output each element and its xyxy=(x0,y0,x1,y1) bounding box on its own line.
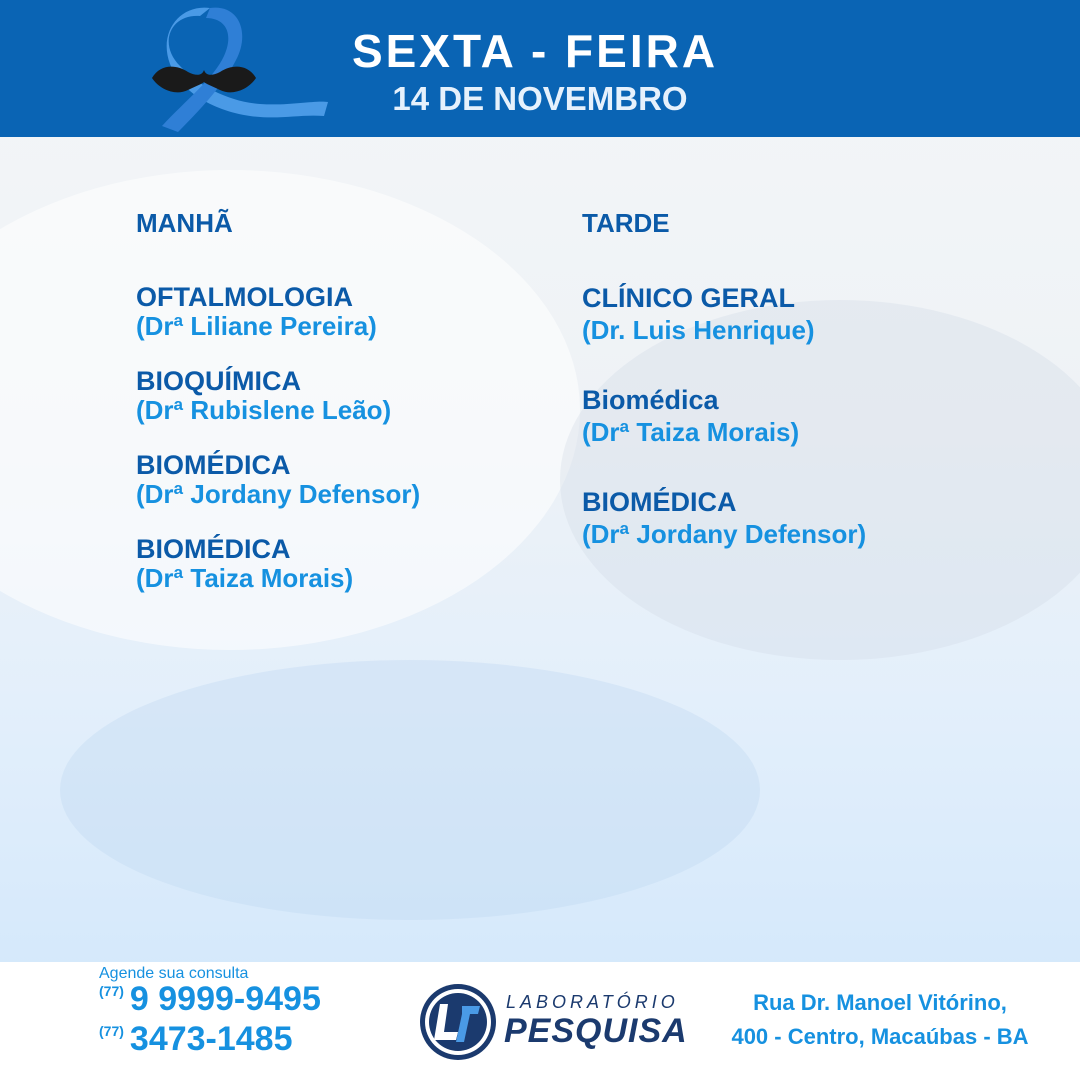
page-date: 14 DE NOVEMBRO xyxy=(392,80,688,117)
specialty-label: BIOMÉDICA xyxy=(582,487,737,517)
specialty-label: Biomédica xyxy=(582,385,719,415)
logo-main-text: PESQUISA xyxy=(504,1012,688,1050)
schedule-entry xyxy=(136,451,556,509)
page-title: SEXTA - FEIRA xyxy=(351,25,719,77)
doctor-name: (Drª Rubislene Leão) xyxy=(136,395,392,425)
doctor-name: (Dr. Luis Henrique) xyxy=(582,315,815,345)
morning-heading: MANHÃ xyxy=(136,208,233,238)
phone-area-code: (77) xyxy=(99,1023,124,1039)
specialty-label: CLÍNICO GERAL xyxy=(582,283,795,313)
phone-digits: 3473-1485 xyxy=(129,1020,293,1058)
schedule-entry xyxy=(582,385,1002,449)
specialty-label: BIOMÉDICA xyxy=(136,534,291,564)
header-bar xyxy=(0,0,1080,137)
phone-digits: 9 9999-9495 xyxy=(129,980,321,1018)
doctor-name: (Drª Jordany Defensor) xyxy=(582,519,867,549)
doctor-name: (Drª Jordany Defensor) xyxy=(136,479,421,509)
phone-area-code: (77) xyxy=(99,983,124,999)
afternoon-heading: TARDE xyxy=(582,208,670,238)
address-line: 400 - Centro, Macaúbas - BA xyxy=(731,1024,1029,1049)
schedule-label: Agende sua consulta xyxy=(99,965,249,982)
lp-logo-icon xyxy=(418,982,498,1062)
address xyxy=(690,986,1070,1054)
schedule-entry xyxy=(136,535,556,593)
doctor-name: (Drª Liliane Pereira) xyxy=(136,311,377,341)
morning-column xyxy=(136,208,556,619)
doctor-name: (Drª Taiza Morais) xyxy=(582,417,800,447)
phone-number[interactable] xyxy=(99,980,321,1019)
footer-bar xyxy=(0,962,1080,1080)
schedule-entry xyxy=(582,283,1002,347)
background-stethoscope-shape xyxy=(60,660,760,920)
doctor-name: (Drª Taiza Morais) xyxy=(136,563,354,593)
specialty-label: OFTALMOLOGIA xyxy=(136,282,353,312)
schedule-entry xyxy=(582,487,1002,551)
logo-top-text: LABORATÓRIO xyxy=(506,992,679,1012)
specialty-label: BIOMÉDICA xyxy=(136,450,291,480)
specialty-label: BIOQUÍMICA xyxy=(136,366,301,396)
afternoon-column xyxy=(582,208,1002,589)
schedule-entry xyxy=(136,367,556,425)
phone-number[interactable] xyxy=(99,1020,293,1059)
schedule-entry xyxy=(136,283,556,341)
address-line: Rua Dr. Manoel Vitórino, xyxy=(753,990,1007,1015)
